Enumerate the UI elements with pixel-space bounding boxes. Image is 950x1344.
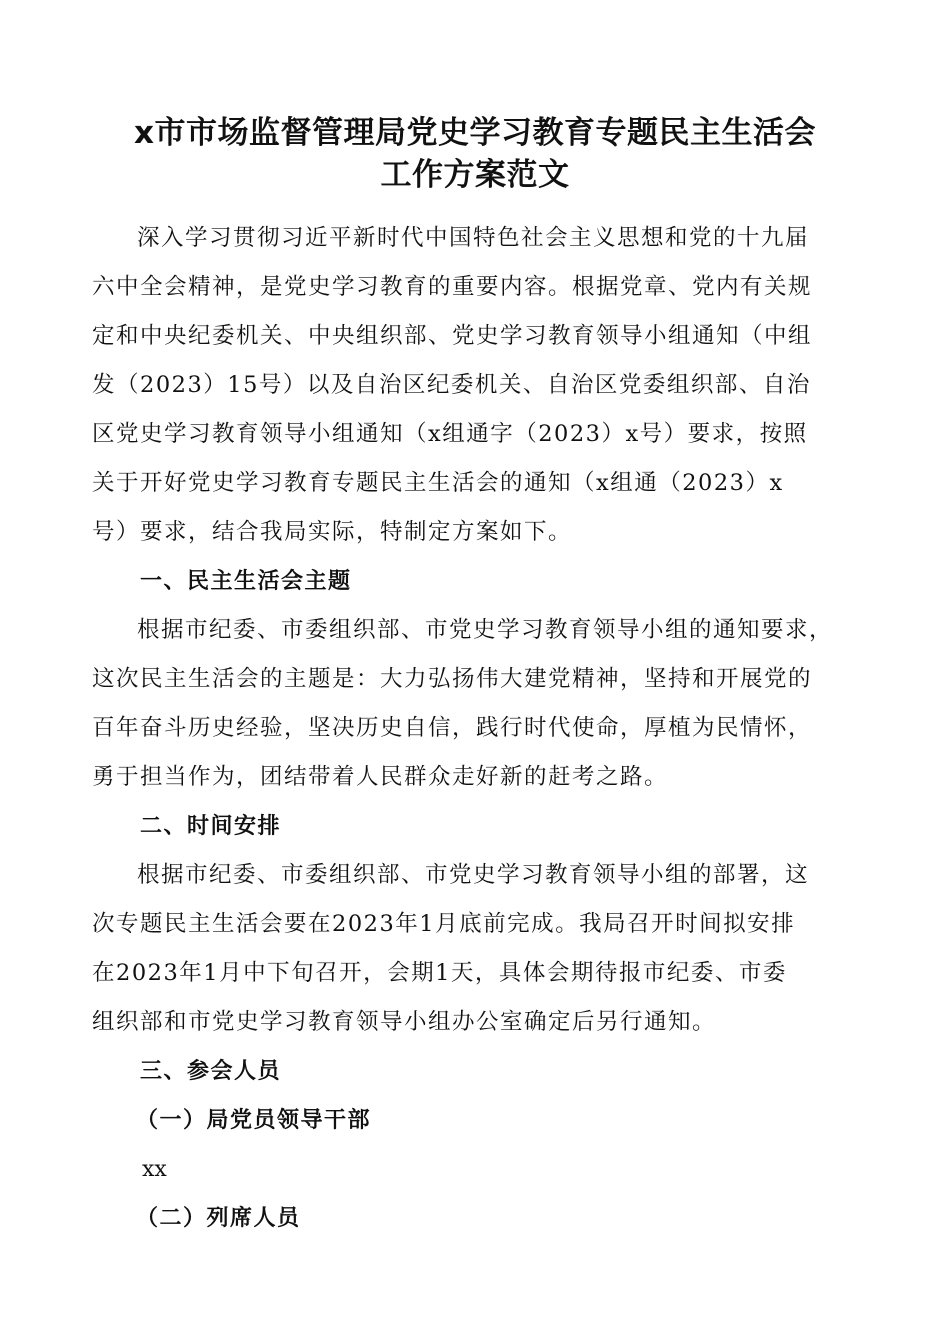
text-line: 关于开好党史学习教育专题民主生活会的通知（x组通（2023）x [92, 470, 784, 496]
text-line: 深入学习贯彻习近平新时代中国特色社会主义思想和党的十九届 [137, 225, 810, 251]
section-paragraph [92, 606, 858, 802]
text-line: 六中全会精神，是党史学习教育的重要内容。根据党章、党内有关规 [92, 274, 813, 300]
text-line: 根据市纪委、市委组织部、市党史学习教育领导小组的部署，这 [137, 862, 810, 888]
subsection-text: xx [142, 1157, 167, 1182]
text-line: 次专题民主生活会要在2023年1月底前完成。我局召开时间拟安排 [92, 911, 796, 937]
text-line: 号）要求，结合我局实际，特制定方案如下。 [92, 519, 573, 545]
text-line: 发（2023）15号）以及自治区纪委机关、自治区党委组织部、自治 [92, 372, 811, 398]
text-line: 区党史学习教育领导小组通知（x组通字（2023）x号）要求，按照 [92, 421, 808, 447]
text-line: 这次民主生活会的主题是：大力弘扬伟大建党精神，坚持和开展党的 [92, 666, 813, 692]
text-line: 勇于担当作为，团结带着人民群众走好新的赶考之路。 [92, 764, 669, 790]
text-line: 百年奋斗历史经验，坚决历史自信，践行时代使命，厚植为民情怀， [92, 715, 813, 741]
text-line: 组织部和市党史学习教育领导小组办公室确定后另行通知。 [92, 1009, 717, 1035]
title-line-1: x市市场监督管理局党史学习教育专题民主生活会 [134, 115, 816, 151]
text-line: 定和中央纪委机关、中央组织部、党史学习教育领导小组通知（中组 [92, 323, 813, 349]
subsection-heading: （二）列席人员 [136, 1206, 301, 1231]
section-heading: 二、时间安排 [140, 814, 282, 839]
document-title [92, 0, 858, 196]
section-heading: 三、参会人员 [140, 1059, 282, 1084]
section-paragraph [92, 851, 858, 1047]
subsection-heading: （一）局党员领导干部 [136, 1108, 372, 1133]
text-line: 在2023年1月中下旬召开，会期1天，具体会期待报市纪委、市委 [92, 960, 787, 986]
title-line-2: 工作方案范文 [380, 157, 570, 193]
section-heading: 一、民主生活会主题 [140, 569, 352, 594]
text-line: 根据市纪委、市委组织部、市党史学习教育领导小组的通知要求， [137, 617, 834, 643]
document-body [92, 214, 858, 1243]
intro-paragraph [92, 214, 858, 557]
